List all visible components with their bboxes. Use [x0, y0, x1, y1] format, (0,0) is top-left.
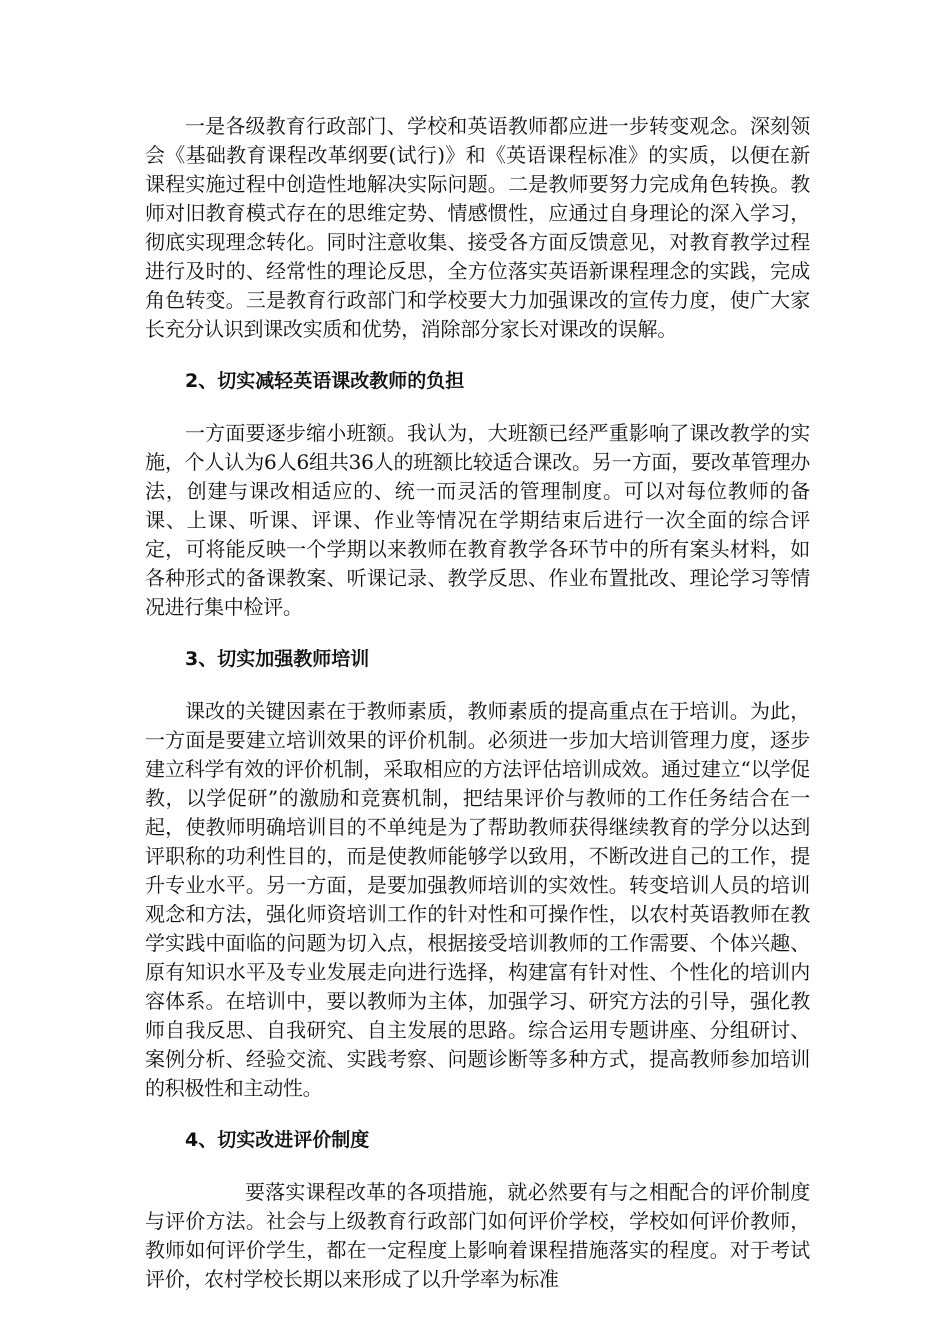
section-heading: 3、切实加强教师培训 — [185, 648, 370, 670]
body-paragraph: 要落实课程改革的各项措施，就必然要有与之相配合的评价制度与评价方法。社会与上级教育行政部门如何评价学校，学校如何评价教师，教师如何评价学生，都在一定程度上影响着课程措施落实的程度。对于考试评价，农村学校长期以来形成了以升学率为标准 — [145, 1180, 810, 1291]
section-heading: 2、切实减轻英语课改教师的负担 — [185, 370, 465, 392]
section-heading: 4、切实改进评价制度 — [185, 1129, 370, 1151]
body-paragraph: 一方面要逐步缩小班额。我认为，大班额已经严重影响了课改教学的实施，个人认为6人6组共36人的班额比较适合课改。另一方面，要改革管理办法，创建与课改相适应的、统一而灵活的管理制度。可以对每位教师的备课、上课、听课、评课、作业等情况在学期结束后进行一次全面的综合评定，可将能反映一个学期以来教师在教育教学各环节中的所有案头材料，如各种形式的备课教案、听课记录、教学反思、作业布置批改、理论学习等情况进行集中检评。 — [145, 421, 810, 619]
document-body — [145, 112, 810, 1294]
body-paragraph: 课改的关键因素在于教师素质，教师素质的提高重点在于培训。为此，一方面是要建立培训效果的评价机制。必须进一步加大培训管理力度，逐步建立科学有效的评价机制，采取相应的方法评估培训成效。通过建立“以学促教，以学促研”的激励和竞赛机制，把结果评价与教师的工作任务结合在一起，使教师明确培训目的不单纯是为了帮助教师获得继续教育的学分以达到评职称的功利性目的，而是使教师能够学以致用，不断改进自己的工作，提升专业水平。另一方面，是要加强教师培训的实效性。转变培训人员的培训观念和方法，强化师资培训工作的针对性和可操作性，以农村英语教师在教学实践中面临的问题为切入点，根据接受培训教师的工作需要、个体兴趣、原有知识水平及专业发展走向进行选择，构建富有针对性、个性化的培训内容体系。在培训中，要以教师为主体，加强学习、研究方法的引导，强化教师自我反思、自我研究、自主发展的思路。综合运用专题讲座、分组研讨、案例分析、经验交流、实践考察、问题诊断等多种方式，提高教师参加培训的积极性和主动性。 — [145, 699, 810, 1100]
body-paragraph: 一是各级教育行政部门、学校和英语教师都应进一步转变观念。深刻领会《基础教育课程改革纲要(试行)》和《英语课程标准》的实质，以便在新课程实施过程中创造性地解决实际问题。二是教师要努力完成角色转换。教师对旧教育模式存在的思维定势、情感惯性，应通过自身理论的深入学习，彻底实现理念转化。同时注意收集、接受各方面反馈意见，对教育教学过程进行及时的、经常性的理论反思，全方位落实英语新课程理念的实践，完成角色转变。三是教育行政部门和学校要大力加强课改的宣传力度，使广大家长充分认识到课改实质和优势，消除部分家长对课改的误解。 — [145, 114, 810, 341]
